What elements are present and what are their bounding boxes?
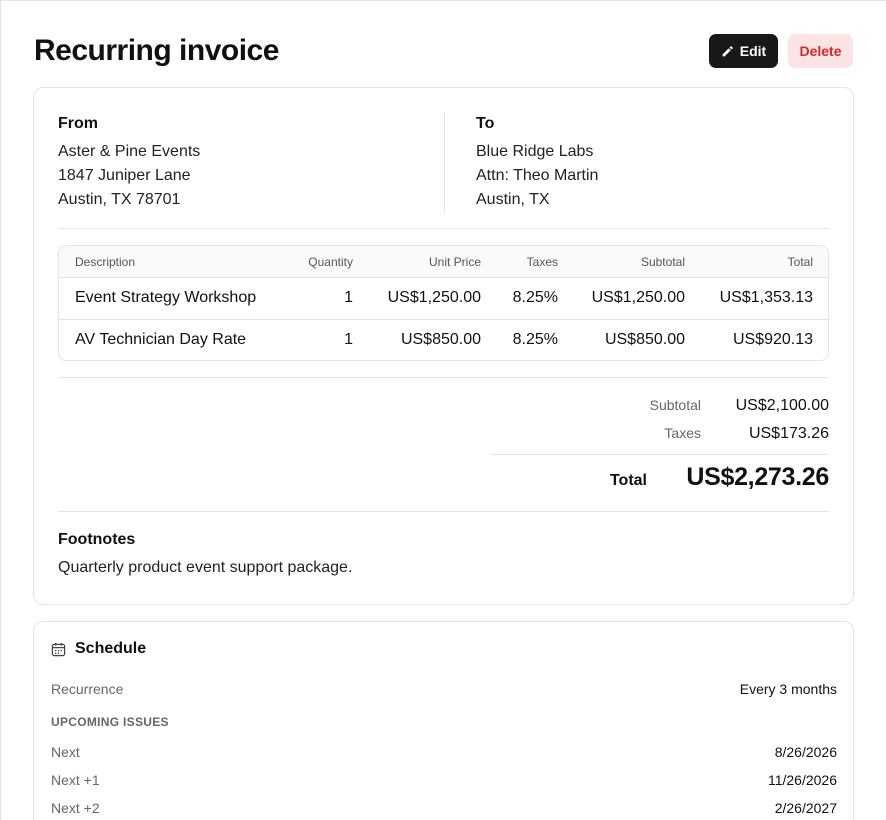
summary-divider <box>490 454 829 455</box>
delete-button[interactable] <box>788 34 853 68</box>
section-divider <box>58 228 829 229</box>
schedule-title: Schedule <box>75 640 147 657</box>
taxes-value: US$173.26 <box>748 425 829 442</box>
recurrence-value: Every 3 months <box>739 681 837 697</box>
schedule-card <box>33 621 854 820</box>
calendar-icon <box>51 642 66 657</box>
delete-button-label: Delete <box>799 43 842 59</box>
from-street: 1847 Juniper Lane <box>58 167 191 184</box>
col-taxes: Taxes <box>526 255 558 269</box>
upcoming-date: 8/26/2026 <box>774 744 837 760</box>
upcoming-label: Next +2 <box>51 800 100 816</box>
to-name: Blue Ridge Labs <box>476 143 594 160</box>
row-total: US$1,353.13 <box>719 289 813 306</box>
row-quantity: 1 <box>344 331 353 348</box>
party-divider <box>444 112 445 212</box>
col-description: Description <box>75 255 136 269</box>
row-subtotal: US$1,250.00 <box>591 289 685 306</box>
footnotes-title: Footnotes <box>58 531 136 548</box>
row-quantity: 1 <box>344 289 353 306</box>
pencil-icon <box>721 45 734 58</box>
row-subtotal: US$850.00 <box>604 331 685 348</box>
page-title: Recurring invoice <box>34 34 279 67</box>
table-row <box>59 278 828 319</box>
upcoming-issues-caption: UPCOMING ISSUES <box>51 715 169 729</box>
footnotes-text: Quarterly product event support package. <box>58 559 353 576</box>
subtotal-label: Subtotal <box>649 397 701 413</box>
table-divider <box>58 377 829 378</box>
row-unit-price: US$850.00 <box>400 331 481 348</box>
row-taxes: 8.25% <box>512 331 558 348</box>
from-label: From <box>58 115 98 132</box>
upcoming-label: Next +1 <box>51 772 100 788</box>
table-row <box>59 319 828 360</box>
edit-button-label: Edit <box>739 43 767 59</box>
row-taxes: 8.25% <box>512 289 558 306</box>
taxes-label: Taxes <box>664 425 701 441</box>
invoice-card <box>33 87 854 605</box>
footnotes-divider <box>58 511 829 512</box>
upcoming-date: 2/26/2027 <box>774 800 837 816</box>
row-unit-price: US$1,250.00 <box>387 289 481 306</box>
to-label: To <box>476 115 495 132</box>
table-header <box>59 246 828 278</box>
col-quantity: Quantity <box>308 255 353 269</box>
col-unit-price: Unit Price <box>428 255 481 269</box>
row-description: Event Strategy Workshop <box>75 289 257 306</box>
row-total: US$920.13 <box>732 331 813 348</box>
from-name: Aster & Pine Events <box>58 143 201 160</box>
upcoming-label: Next <box>51 744 80 760</box>
total-value: US$2,273.26 <box>686 463 829 491</box>
to-attn: Attn: Theo Martin <box>476 167 599 184</box>
line-items-table <box>58 245 829 361</box>
upcoming-date: 11/26/2026 <box>767 772 837 788</box>
edit-button[interactable] <box>709 34 778 68</box>
to-city: Austin, TX <box>476 191 550 208</box>
subtotal-value: US$2,100.00 <box>735 397 829 414</box>
col-subtotal: Subtotal <box>640 255 685 269</box>
col-total: Total <box>787 255 813 269</box>
row-description: AV Technician Day Rate <box>75 331 247 348</box>
recurrence-label: Recurrence <box>51 681 124 697</box>
total-label: Total <box>609 472 647 489</box>
from-city: Austin, TX 78701 <box>58 191 181 208</box>
